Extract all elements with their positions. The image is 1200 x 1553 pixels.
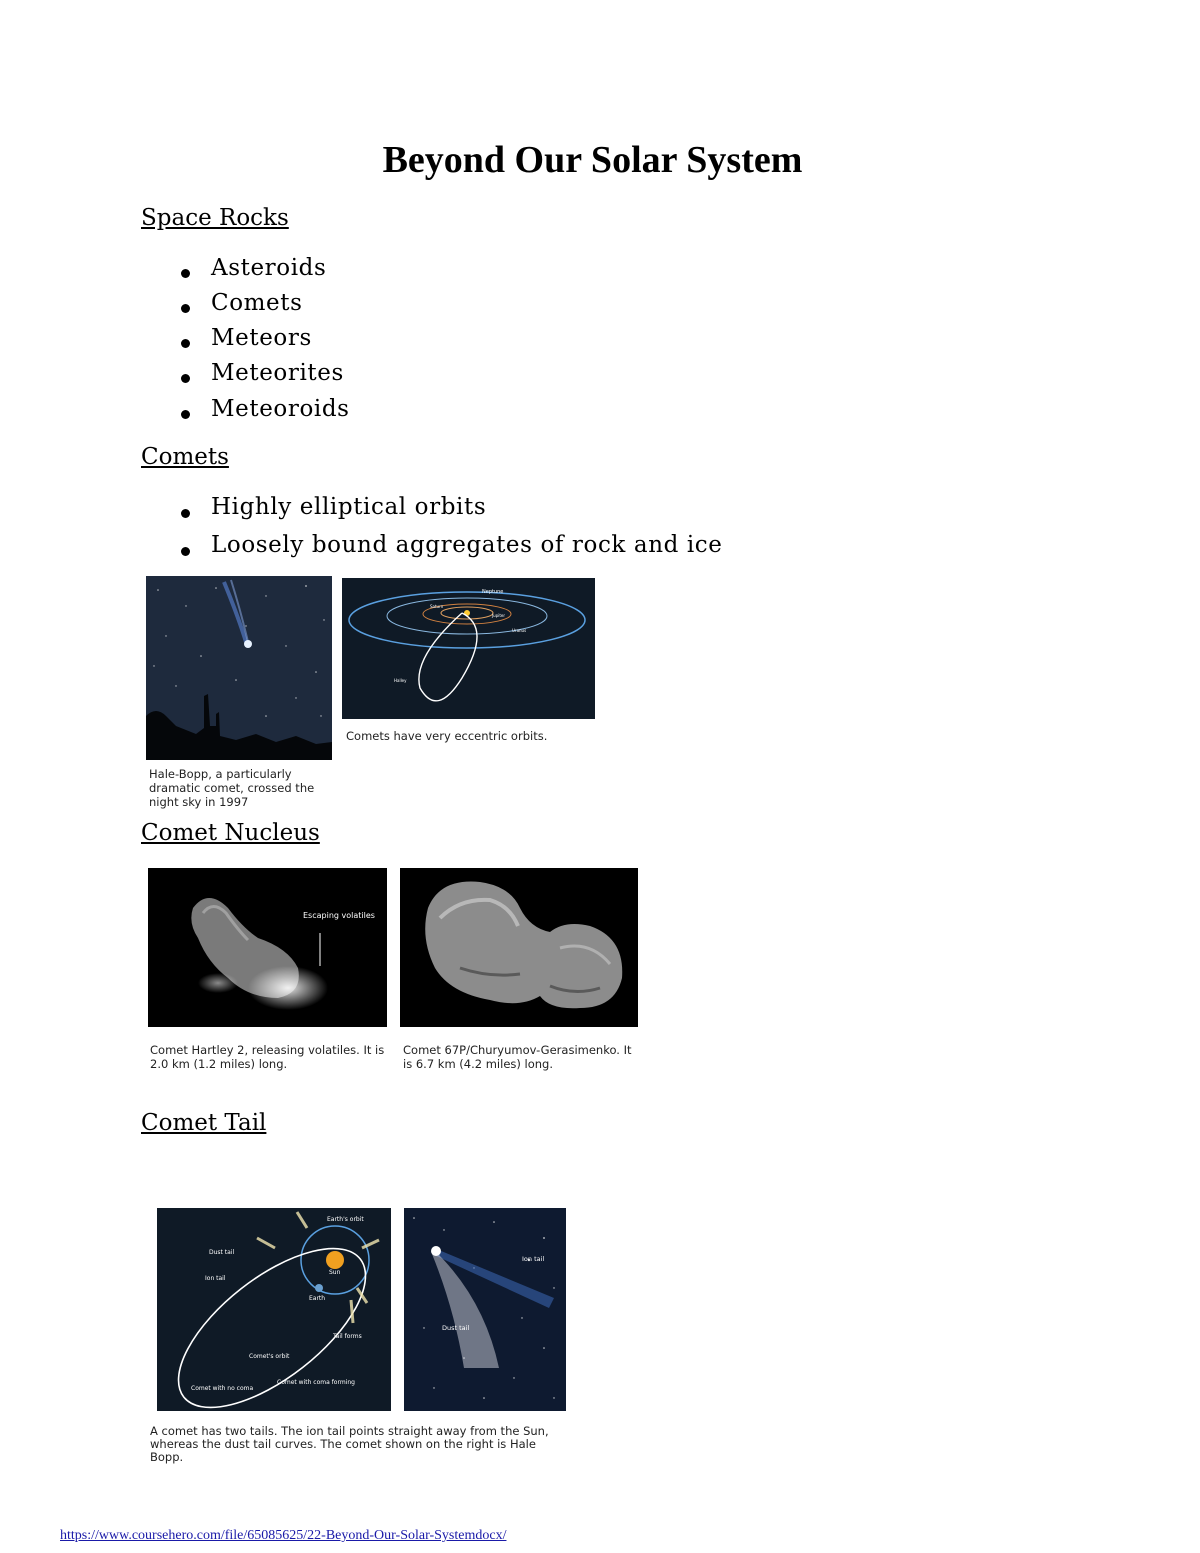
neptune-label: Neptune (482, 589, 504, 595)
comet-no-coma-label: Comet with no coma (191, 1385, 254, 1392)
list-item: Meteorites (141, 360, 350, 396)
heading-comets: Comets (141, 444, 229, 470)
sun-label: Sun (329, 1269, 341, 1276)
heading-comet-nucleus: Comet Nucleus (141, 820, 320, 846)
halley-label: Halley (394, 678, 407, 683)
list-item: Asteroids (141, 255, 350, 290)
photo-dust-tail-label: Dust tail (442, 1324, 470, 1332)
list-item: Highly elliptical orbits (141, 494, 723, 532)
hartley-2-photo (148, 868, 387, 1027)
comet-coma-forming-label: Comet with coma forming (277, 1379, 355, 1386)
page-title: Beyond Our Solar System (382, 139, 803, 181)
ion-tail-label: Ion tail (205, 1275, 226, 1282)
list-item: Loosely bound aggregates of rock and ice (141, 532, 723, 570)
comet-orbit-diagram (342, 578, 595, 719)
comet-67p-caption: Comet 67P/Churyumov-Gerasimenko. It is 6.7 km (4.2 miles) long. (403, 1043, 632, 1071)
uranus-label: Uranus (512, 628, 527, 633)
comet-tail-caption: A comet has two tails. The ion tail points straight away from the Sun, whereas the dust tail curves. The comet shown on the right is Hale Bopp. (150, 1424, 549, 1464)
comet-tail-diagram (157, 1208, 391, 1411)
space-rocks-list (141, 255, 350, 432)
heading-comet-tail: Comet Tail (141, 1110, 267, 1136)
list-item: Comets (141, 290, 350, 325)
earth-label: Earth (309, 1295, 326, 1302)
escaping-volatiles-label: Escaping volatiles (303, 911, 375, 920)
list-item: Meteors (141, 325, 350, 360)
comets-list (141, 494, 723, 570)
hale-bopp-photo (146, 576, 332, 760)
comets-orbit-label: Comet's orbit (249, 1353, 290, 1360)
dust-tail-label: Dust tail (209, 1249, 235, 1256)
tail-forms-label: Tail forms (333, 1333, 362, 1340)
earths-orbit-label: Earth's orbit (327, 1216, 364, 1223)
orbit-caption: Comets have very eccentric orbits. (346, 729, 548, 743)
saturn-label: Saturn (430, 604, 444, 609)
list-item: Meteoroids (141, 396, 350, 432)
source-link[interactable]: https://www.coursehero.com/file/65085625/22-Beyond-Our-Solar-Systemdocx/ (60, 1528, 507, 1543)
photo-ion-tail-label: Ion tail (522, 1255, 545, 1263)
hartley-2-caption: Comet Hartley 2, releasing volatiles. It is 2.0 km (1.2 miles) long. (150, 1043, 385, 1071)
jupiter-label: Jupiter (492, 613, 506, 618)
comet-tail-photo (404, 1208, 566, 1411)
heading-space-rocks: Space Rocks (141, 205, 289, 231)
hale-bopp-caption: Hale-Bopp, a particularly dramatic comet, crossed the night sky in 1997 (149, 767, 315, 809)
comet-67p-photo (400, 868, 638, 1027)
